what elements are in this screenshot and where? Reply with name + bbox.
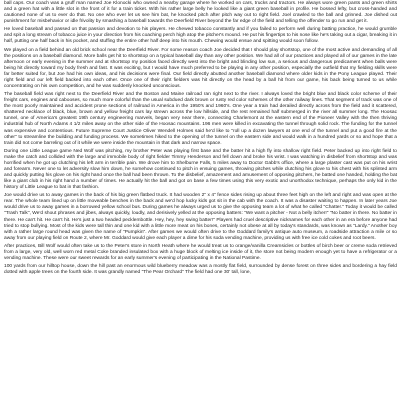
paragraph-flatbed-truck: Joe would drive us to away games in the back of his big green flatbed truck. It had wooden 2" x 4" fence sides rising up about three feet high on the left and right and was open at the rear. The whole team lined up on little moveable benches in the back and we'd hop lucky kids got sit in the cab with the coach. It was a disaster waiting to happen. In later years Joe would drive us to away games in a borrowed yellow school bus. During games he always urged us to give the opposing team a lot of what he called "Chatter." Today it would be called "Trash Talk", We'd shout phrases and jibes, always quickly, loudly, and derisively yelled at the opposing batters: "We want a pitcher - Not a belly itcher!" "No batter in there. No batter in there. He can't hit. He can't hit. He's just a two headed pecklembottle. Hey, hey, hey swing batter!" Players had cruel descriptive nicknames for each other in an era before anyone had tried to stop bullying. Most of the kids were tall thin and one kid with a little more meat on his bones, certainly not obese at all by today's standards, was known as "Lardy." Another boy with a rather large round head was given the name of "Pumpkin". After games we would often drive to the Goddard family's antique auto museum, a roadside attraction a mile or so away from our playing field on Route 2, where Mr. Goddard would give each player a dime for his soda vending machine, providing us with free ice cold cokes and root beers. bbox=[4, 193, 397, 241]
paragraph-shortstop: We played on a field behind an old brick school near the Deerfield River. For some reason coach Joe decided that I should play shortstop, one of the most active and demanding of all the positions on a baseball diamond. More balls get hit to shortstop on a typical baseball day than any other position. We had all of our practices and played all of our games in the late afternoon or early evening in the summer and at shortstop my position faced directly west into the bright and blinding low sun, a serious and dangerous predicament when balls were being hit directly toward my body fresh and fast. It was exciting, but I would have much preferred to be playing in any other position, especially the outfield that my fielding skills were far better suited for, but Joe had his own ideas, and his decisions were final. Our field directly abutted another baseball diamond where older kids in the Pony League played. Their right field and our left field backed into each other. Once one of their right fielders was hit directly on the head by a ball hit from our game, his back being turned to us while concentrating on his own competition, and he was suddenly knocked unconscious. bbox=[4, 47, 397, 89]
paragraph-peters-store: After practices, Bill Wolf would often take us to the Peter's store in North Heath where he would treat us to orange/vanilla Creamsicles or bottles of birch beer or creme soda retrieved from a large, very old, well worn red metal Coke branded insulated box with a huge block of melting ice inside of it, the store not being modern enough yet to have a refrigerator or a vending machine. These were our sweet rewards for an early summer's evening of participating in the National Pastime. bbox=[4, 243, 397, 261]
paragraph-coach-joe: ball caps. Our coach was a gruff man named Joe Klonocki who owned a nearby garage where he worked on cars, trucks and tractors. He always wore green pants and green shirts and a green hat with a little slot in the front of it for a train ticket. With his rather large belly he looked like a giant green baseball in profile. He bossed lefty, but cross-handed and cautioned none of us to ever do that. No one who ever let us see him bat, he knocked pitch after pitch way out to right field. Joel crawled to the ball and grinned. Joe dished out punishment for misbehavior or idle frivolity by smashing a baseball towards the Deerfield River beyond the far edge of the field and telling the offender to go run and get it. bbox=[4, 1, 397, 25]
paragraph-broken-wrist: During one Little League game Ned Wolf was pitching, my brother Peter was playing first base and the batter hit a high fly into shallow right field. Peter backed up into right field to make the catch and collided with the large and immobile body of right fielder Timmy Henderson and fell down and broke his wrist. I was watching in disbelief from shortstop and was horrified when he got up clutching his left arm in terrible pain. We drove him to Shelburne Falls, 5 miles away to Doctor Gabb's office, where a large plaster cast was put on his wrist and forearm. Never one to let adversity slow him down, he somehow continued to pitch in ensuing games, throwing pitches while clutching his glove to his chest with his splinted arm and quickly putting his glove on his right hand once the ball had been thrown. To the disbelief, amazement and amusement of opposing pitchers, he batted one handed, holding the bat like a giant club in his right hand a number of times. He actually hit the ball and got on base a few times using this very exotic and unorthodox technique, perhaps the only kid in the history of Little League to bat in that fashion. bbox=[4, 148, 397, 191]
paragraph-pear-orchard: 100 yards from our hilltop house, down the hill past an enormous wild blueberry meadow was a mostly flat field, surrounded by dense forest on three sides and bordering a hay field dotted with apple trees on the fourth side. It was grandly named "The Pear Orchard" The field had one 30' tall, lone, bbox=[4, 264, 397, 276]
paragraph-railroad: The baseball field was right next to the Deerfield River and the Boston and Maine railroad ran right next to the river. I always loved the bright blue and black color scheme of their freight cars, engines and cabooses, so much more colorful than the usual subdued dark brown or rusty red color schemes of the other railway lines. That segment of track was one of the most poorly maintained and accident prone sections of railroad in America in the 1950's and 1960's. One year a train had derailed directly across from the field and it scattered, shattered necklace of black, blue, brown and yellow freight cars lay strewn across the low hillside, and the rest remained half submerged in the river all summer long. The Hoosac tunnel, one of America's greatest 19th century engineering marvels, began very near there, connecting Charlemont at the eastern end of the Pioneer Valley with the then thriving industrial hub of North Adams 4 1/2 miles away on the other side of the Hoosac mountains. 196 men were killed in excavating the tunnel through solid rock. The funding for the tunnel was expensive and contentious. Future Supreme Court Justice Oliver Wendell Holmes said he'd like to "roll up a dozen lawyers at one end of the tunnel and put a good fire at the other" to streamline the building and funding process. We sometimes hiked to the opening of the tunnel on the eastern side and would walk in a hundred yards or so and hope that a train did not come barreling out of it while we were inside the mountain in that dark and narrow space. bbox=[4, 92, 397, 146]
paragraph-tobacco: He loved baseball and passed on that passion and devotion to his players. He chewed tobacco constantly and if you failed to perform well during batting practice, he would grumble and spit a long stream of tobacco juice in your direction from his coaching perch high atop the pitcher's mound. He put his fingertips to his nose like he's taking out a cigar, breaking it in half, putting one half back in his pocket, and stuffing the entire other half deep into his mouth. Chewing would ensue and spitting would soon follow. bbox=[4, 27, 397, 45]
